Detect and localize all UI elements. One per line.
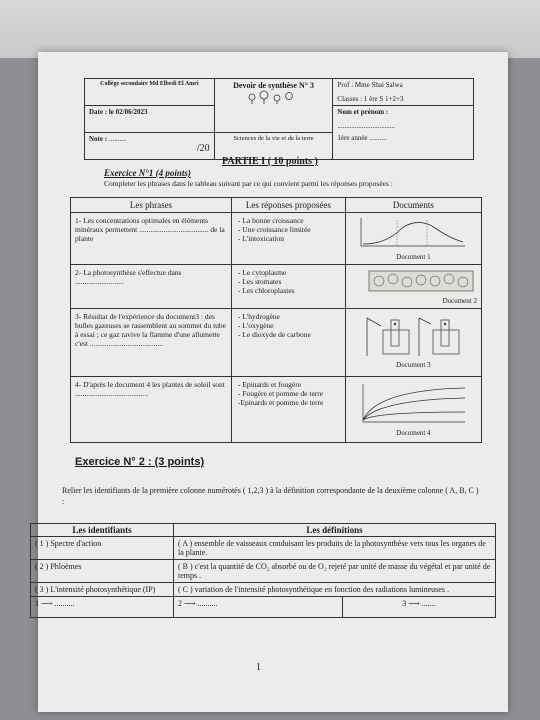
page-number: 1 [256,662,261,673]
answer-option: - Epinards et fougère [237,380,302,389]
name-dots: ................................. [337,122,396,130]
answer-option: - L'hydrogène [237,312,280,321]
exam-title-cell [214,79,333,133]
identifier-1: ( 1 ) Spectre d'action [31,537,174,560]
phrase-1: 1- Les concentrations optimales en éléments minéraux permettent ..................................... de la plante [71,213,232,265]
answer-slot-3: 3 ⟶ ....... [343,597,496,618]
table-row [31,537,496,560]
classes: Classes : 1 ère S 1+2+3 [337,95,404,103]
answers-4 [231,377,345,443]
definition-b: ( B ) c'est la quantité de CO₂ absorbé ou de O₂ rejeté par unité de masse du végétal et par unité de temps . [174,560,496,583]
answer-slot-2: 2 ⟶ .......... [174,597,343,618]
document-1-cell [345,213,481,265]
partie-title: PARTIE I ( 10 points ) [222,156,318,167]
exam-title: Devoir de synthèse N° 3 [233,81,314,90]
answers-2 [231,265,345,309]
document-2-label: Document 2 [442,297,477,305]
answer-option: - Les chloroplastes [237,286,295,295]
school-year: 1ère année .......... [337,134,387,142]
note-cell [85,133,215,160]
col-header-phrases: Les phrases [71,198,232,213]
exercise2-table [30,523,496,618]
photo-background-top [0,0,540,58]
light-curves-figure [357,380,469,426]
growth-graph-figure [357,216,469,250]
answer-option: - La bonne croissance [237,216,304,225]
experiment-setup-figure [357,312,469,358]
note-label: Note : [89,135,108,143]
exercise1-table [70,197,482,443]
document-1-label: Document 1 [396,253,431,261]
school-name: Collège secondaire Md Elbedi El Amri [85,79,215,106]
table-row [31,583,496,597]
answer-option: - Une croissance limitée [237,225,311,234]
document-3-label: Document 3 [396,361,431,369]
document-4-label: Document 4 [396,429,431,437]
flower-drawing-icon [244,90,304,104]
table-row [71,265,482,309]
answer-option: - Les stomates [237,277,282,286]
exam-header-table [84,78,474,160]
answers-1 [231,213,345,265]
exam-date: Date : le 02/06/2023 [85,106,215,133]
subject: Sciences de la vie et de la terre [214,133,333,160]
note-dots: .......... [108,135,127,143]
answer-row [31,597,496,618]
leaf-cells-figure [365,268,477,294]
col-header-identifiers: Les identifiants [31,524,174,537]
answer-option: -Epinards et pomme de terre [237,398,324,407]
col-header-definitions: Les définitions [174,524,496,537]
phrase-4: 4- D'après le document 4 les plantes de soleil sont ....................................... [71,377,232,443]
answers-3 [231,309,345,377]
answer-option: - L'oxygène [237,321,274,330]
table-row [71,309,482,377]
document-2-cell [345,265,481,309]
exercise1-instruction: Completer les phrases dans le tableau suivant par ce qui convient parmi les réponses proposées : [104,179,393,188]
answer-option: - L'intoxication [237,234,285,243]
document-4-cell [345,377,481,443]
name-label: Nom et prénom : [337,108,389,116]
teacher-cell [333,79,474,106]
col-header-documents: Documents [345,198,481,213]
answer-option: - Le dioxyde de carbone [237,330,311,339]
phrase-3: 3- Résultat de l'expérience du document3 : des bulles gazeuses se rassemblent au sommet du tube à essai ; ce gaz ravive la flamme d'une allumette c'est ....................................... [71,309,232,377]
exercise1-title: Exercice N°1 (4 points) [104,168,191,178]
note-max: /20 [196,143,210,154]
answer-slot-1: 1 ⟶ .......... [31,597,174,618]
exercise2-title: Exercice N° 2 : (3 points) [75,456,205,468]
teacher-name: Prof : Mme Sbai Salwa [337,81,403,89]
identifier-3: ( 3 ) L'intensité photosynthétique (IP) [31,583,174,597]
table-row [71,213,482,265]
phrase-2: 2- La photosynthèse s'effectue dans .......................... [71,265,232,309]
identifier-2: ( 2 ) Phloèmes [31,560,174,583]
definition-a: ( A ) ensemble de vaisseaux conduisant les produits de la photosynthèse vers tous les organes de la plante. [174,537,496,560]
answer-option: - Le cytoplasme [237,268,287,277]
table-row [31,560,496,583]
exercise2-instruction: Relier les identifiants de la première colonne numérotés ( 1,2,3 ) à la définition correspondante de la deuxième colonne ( A, B, C ) : [62,486,479,506]
table-row [71,377,482,443]
answer-option: - Fougère et pomme de terre [237,389,324,398]
definition-c: ( C ) variation de l'intensité photosynthétique en fonction des radiations lumineuses . [174,583,496,597]
document-3-cell [345,309,481,377]
col-header-answers: Les réponses proposées [231,198,345,213]
student-name-cell [333,106,474,160]
